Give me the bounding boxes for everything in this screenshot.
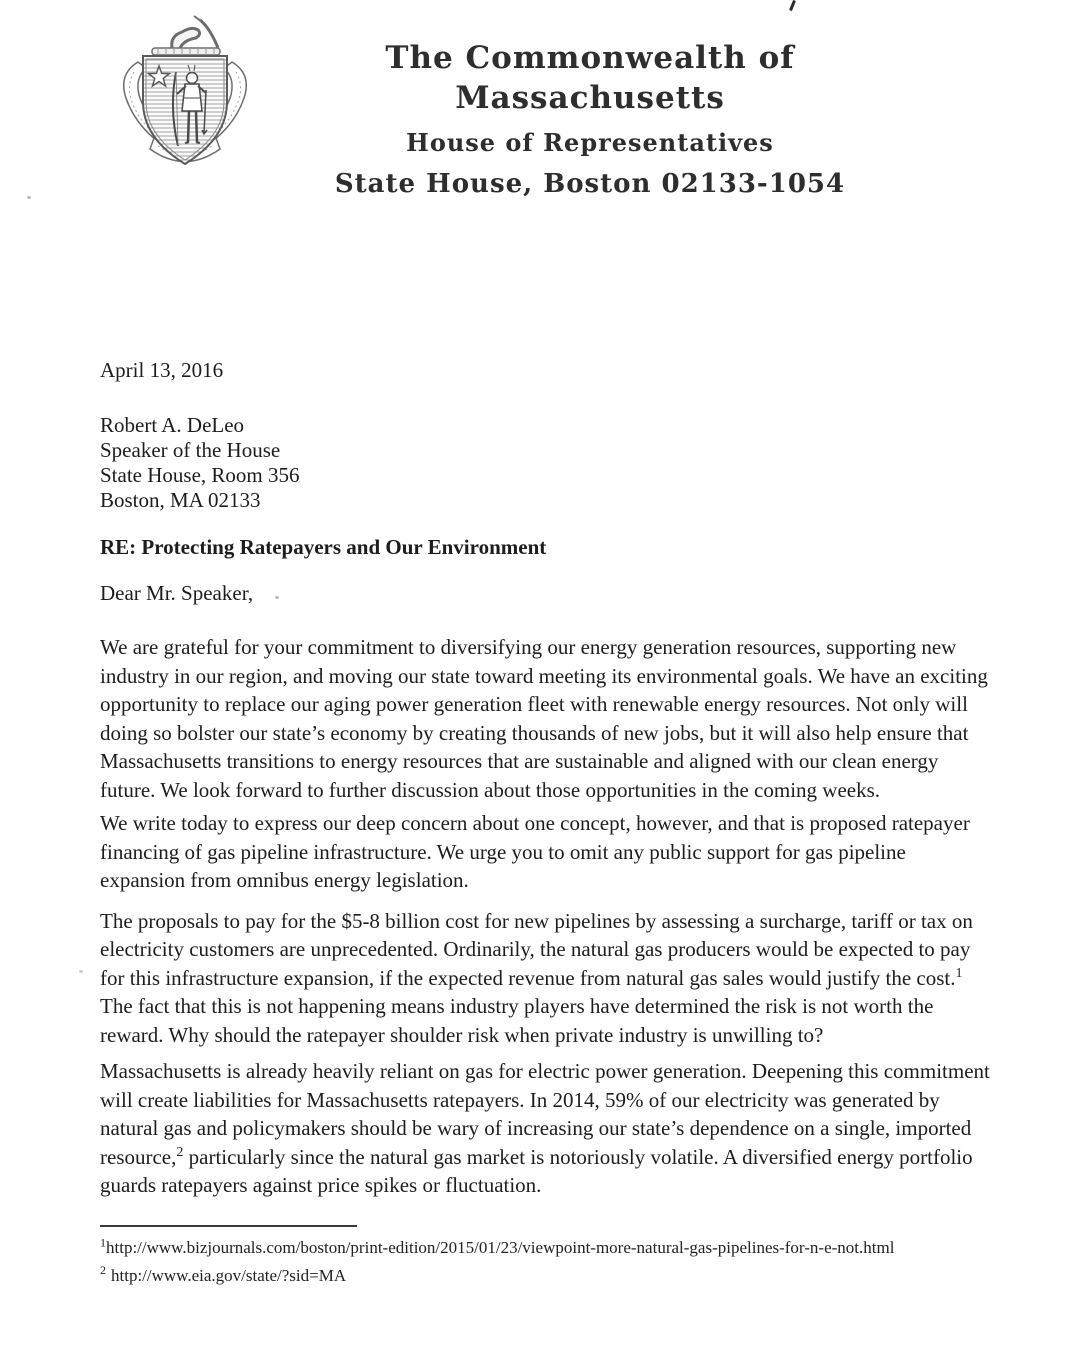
letterhead-address: State House, Boston 02133-1054 (334, 169, 846, 199)
footnote-1-marker: 1 (100, 1234, 106, 1249)
recipient-address-line1: State House, Room 356 (100, 463, 300, 487)
date-line: April 13, 2016 (100, 358, 224, 382)
recipient-block (100, 413, 990, 513)
paragraph-2: We write today to express our deep concern about one concept, however, and that is proposed ratepayer financing of gas pipeline infrastructure. We urge you to omit any public support for gas pipeline expansion from omnibus energy legislation. (100, 811, 970, 892)
letter-body (100, 0, 990, 1290)
paragraph-4 (100, 1057, 990, 1200)
footnote-separator (100, 1225, 357, 1227)
recipient-address-line2: Boston, MA 02133 (100, 488, 261, 512)
scan-speck (27, 196, 31, 199)
footnote-1 (100, 1234, 990, 1262)
salutation: Dear Mr. Speaker, (100, 581, 254, 605)
paragraph-3-text: The proposals to pay for the $5-8 billion cost for new pipelines by assessing a surcharge, tariff or tax on electricity customers are unprecedented. Ordinarily, the natural gas producers would be expected to pay for this infrastructure expansion, if the expected revenue from natural gas sales would justify the cost. (100, 908, 973, 990)
paragraph-4-text: Massachusetts is already heavily reliant on gas for electric power generation. Deepening this commitment will create liabilities for Massachusetts ratepayers. In 2014, 59% of our electricity was generated by natural gas and policymakers should be wary of increasing our state’s dependence on a single, imported resource, (100, 1059, 990, 1169)
footnote-2-url: http://www.eia.gov/state/?sid=MA (111, 1265, 347, 1285)
paragraph-3 (100, 907, 990, 1050)
paragraph-4-text-cont: particularly since the natural gas market is notoriously volatile. A diversified energy portfolio guards ratepayers against price spikes or fluctuation. (100, 1144, 973, 1197)
footnote-ref-2: 2 (176, 1144, 184, 1160)
footnote-ref-1: 1 (955, 965, 963, 981)
recipient-role: Speaker of the House (100, 438, 281, 462)
footnote-2-marker: 2 (100, 1262, 106, 1277)
scan-speck (79, 970, 83, 973)
paragraph-1: We are grateful for your commitment to diversifying our energy generation resources, supporting new industry in our region, and moving our state toward meeting its environmental goals. We have an exciting opportunity to replace our aging power generation fleet with renewable energy resources. Not only will doing so bolster our state’s economy by creating thousands of new jobs, but it will also help ensure that Massachusetts transitions to energy resources that are sustainable and aligned with our clean energy future. We look forward to further discussion about those opportunities in the coming weeks. (100, 635, 988, 802)
paragraph-3-text-cont: The fact that this is not happening means industry players have determined the risk is not worth the reward. Why should the ratepayer shoulder risk when private industry is unwilling to? (100, 994, 934, 1047)
recipient-name: Robert A. DeLeo (100, 413, 245, 437)
letterhead-subtitle: House of Representatives (406, 128, 774, 157)
subject-line: RE: Protecting Ratepayers and Our Environment (100, 535, 547, 559)
scan-speck (275, 596, 279, 599)
footnote-1-url: http://www.bizjournals.com/boston/print-edition/2015/01/23/viewpoint-more-natural-gas-pipelines-for-n-e-not.html (106, 1237, 895, 1257)
footnote-2 (100, 1262, 990, 1290)
letterhead-title: The Commonwealth of Massachusetts (385, 40, 795, 116)
